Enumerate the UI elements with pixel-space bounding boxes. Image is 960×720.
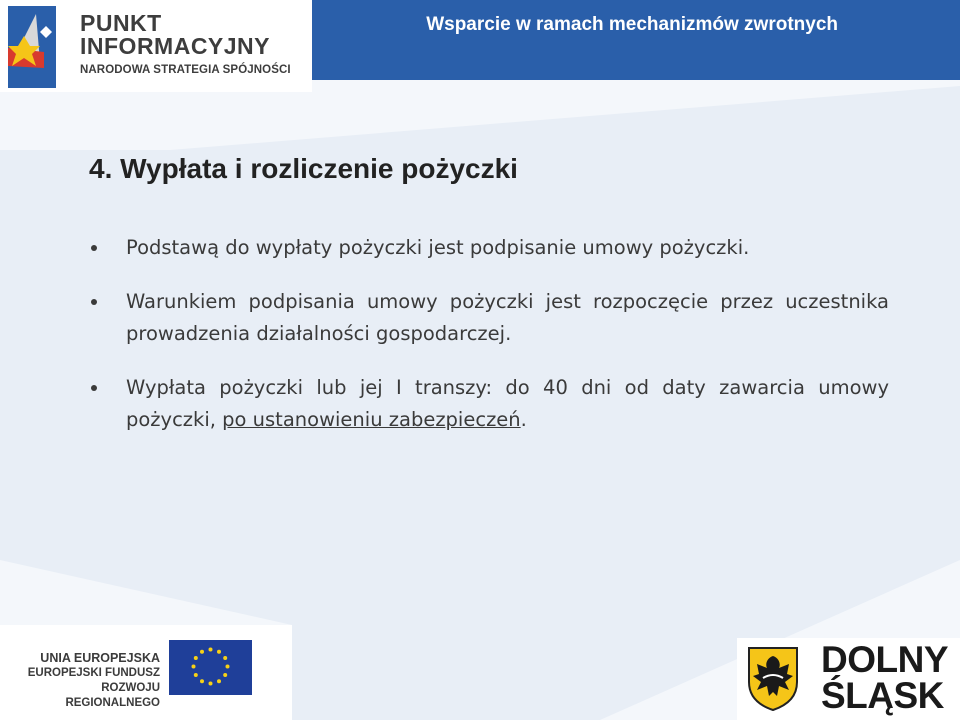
bullet-dot-icon [91, 299, 97, 305]
bullet-text: Podstawą do wypłaty pożyczki jest podpisanie umowy pożyczki. [126, 236, 750, 259]
eu-logo [0, 625, 292, 720]
punkt-informacyjny-logo [0, 0, 312, 92]
bullet-list [91, 232, 889, 436]
header-banner-text: Wsparcie w ramach mechanizmów zwrotnych [426, 14, 838, 35]
list-item [91, 232, 889, 264]
eu-logo-line2: EUROPEJSKI FUNDUSZ [27, 667, 160, 679]
eu-flag-icon [169, 640, 252, 695]
dolny-slask-line2: ŚLĄSK [821, 675, 944, 716]
eu-logo-line1: UNIA EUROPEJSKA [40, 651, 160, 665]
slide-title: 4. Wypłata i rozliczenie pożyczki [89, 153, 518, 184]
bullet-text: Wypłata pożyczki lub jej I transzy: do 40 dni od daty zawarcia umowy pożyczki, [126, 376, 889, 431]
punkt-informacyjny-logo-icon [4, 6, 64, 90]
eu-logo-line3: ROZWOJU REGIONALNEGO [65, 682, 160, 709]
logo-subtitle: NARODOWA STRATEGIA SPÓJNOŚCI [80, 64, 291, 76]
bullet-text-end: . [520, 408, 527, 431]
list-item [91, 286, 889, 350]
bullet-underlined-text: po ustanowieniu zabezpieczeń [222, 408, 521, 431]
logo-title-line1: PUNKT [80, 10, 162, 36]
list-item [91, 372, 889, 436]
dolny-slask-line1: DOLNY [821, 639, 948, 680]
dolny-slask-logo [737, 638, 960, 720]
bullet-text: Warunkiem podpisania umowy pożyczki jest rozpoczęcie przez uczestnika prowadzenia działalności gospodarczej. [126, 290, 889, 345]
eagle-crest-icon [747, 646, 799, 712]
header-banner [312, 0, 960, 80]
bullet-dot-icon [91, 385, 97, 391]
bullet-dot-icon [91, 245, 97, 251]
logo-title-line2: INFORMACYJNY [80, 33, 271, 59]
